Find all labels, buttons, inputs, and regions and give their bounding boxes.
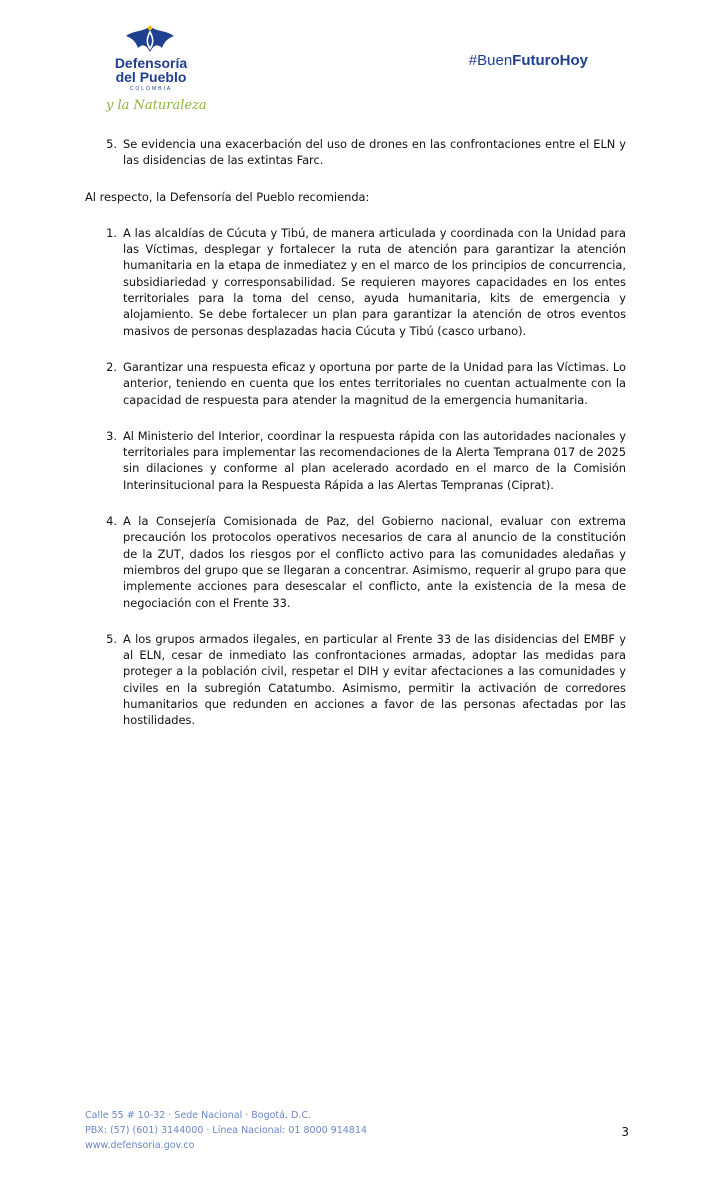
logo-name: Defensoría del Pueblo xyxy=(114,55,188,85)
page-number: 3 xyxy=(621,1125,629,1139)
logo-tagline: y la Naturaleza xyxy=(106,98,207,113)
list-number: 4. xyxy=(106,514,117,529)
condor-emblem-icon xyxy=(122,22,178,58)
document-body xyxy=(85,136,626,749)
list-number: 5. xyxy=(106,631,117,646)
footer-website[interactable]: www.defensoria.gov.co xyxy=(85,1140,195,1151)
recommend-intro: Al respecto, la Defensoría del Pueblo recomienda: xyxy=(85,189,370,204)
list-text: A los grupos armados ilegales, en particular al Frente 33 de las disidencias del EMBF y al ELN, cesar de inmediato las confrontaciones armadas, adoptar las medidas para proteger a la población civil, respetar el DIH y evitar afectaciones a las comunidades y civiles en la subregión Catatumbo. Asimismo, permitir la activación de corredores humanitarios que redunden en acciones a favor de las personas afectadas por las hostilidades. xyxy=(123,631,626,728)
list-text: Garantizar una respuesta eficaz y oportuna por parte de la Unidad para las Víctimas. Lo anterior, teniendo en cuenta que los entes territoriales no cuentan actualmente con la capacidad de respuesta para atender la magnitud de la emergencia humanitaria. xyxy=(123,359,626,407)
footer-phone: PBX: (57) (601) 3144000 · Línea Nacional: 01 8000 914814 xyxy=(85,1125,367,1136)
list-number: 5. xyxy=(106,137,117,151)
recommendation-item xyxy=(85,513,626,611)
defensoria-logo xyxy=(104,22,207,122)
campaign-hashtag: #BuenFuturoHoy xyxy=(468,52,588,69)
recommendation-item xyxy=(85,428,626,493)
footer-address: Calle 55 # 10-32 · Sede Nacional · Bogotá, D.C. xyxy=(85,1110,312,1121)
list-number: 1. xyxy=(106,225,117,240)
logo-country: COLOMBIA xyxy=(129,86,173,92)
footer-contact xyxy=(85,1108,367,1153)
list-number: 3. xyxy=(106,428,117,443)
list-text: A la Consejería Comisionada de Paz, del Gobierno nacional, evaluar con extrema precaución los protocolos operativos necesarios de cara al anuncio de la constitución de la ZUT, dados los riesgos por el conflicto activo para las comunidades aledañas y miembros del grupo que se llegaran a concentrar. Asimismo, requerir al grupo para que implemente acciones para desescalar el conflicto, ante la existencia de la mesa de negociación con el Frente 33. xyxy=(123,514,626,610)
recommendation-item xyxy=(85,225,626,339)
recommendation-item xyxy=(85,631,626,729)
intro-list-item xyxy=(85,136,626,169)
recommendation-item xyxy=(85,359,626,408)
list-text: Se evidencia una exacerbación del uso de drones en las confrontaciones entre el ELN y las disidencias de las extintas Farc. xyxy=(123,137,626,168)
list-number: 2. xyxy=(106,359,117,374)
list-text: A las alcaldías de Cúcuta y Tibú, de manera articulada y coordinada con la Unidad para las Víctimas, desplegar y fortalecer la ruta de atención para garantizar la atención humanitaria en la etapa de inmediatez y en el marco de los principios de concurrencia, subsidiariedad y corresponsabilidad. Se requieren mayores capacidades en los entes territoriales para la toma del censo, ayuda humanitaria, kits de emergencia y alojamiento. Se debe fortalecer un plan para garantizar la atención de otros eventos masivos de personas desplazadas hacia Cúcuta y Tibú (casco urbano). xyxy=(123,225,626,338)
list-text: Al Ministerio del Interior, coordinar la respuesta rápida con las autoridades nacionales y territoriales para implementar las recomendaciones de la Alerta Temprana 017 de 2025 sin dilaciones y conforme al plan acelerado acordado en el marco de la Comisión Interinsitucional para la Respuesta Rápida a las Alertas Tempranas (Ciprat). xyxy=(123,428,626,492)
